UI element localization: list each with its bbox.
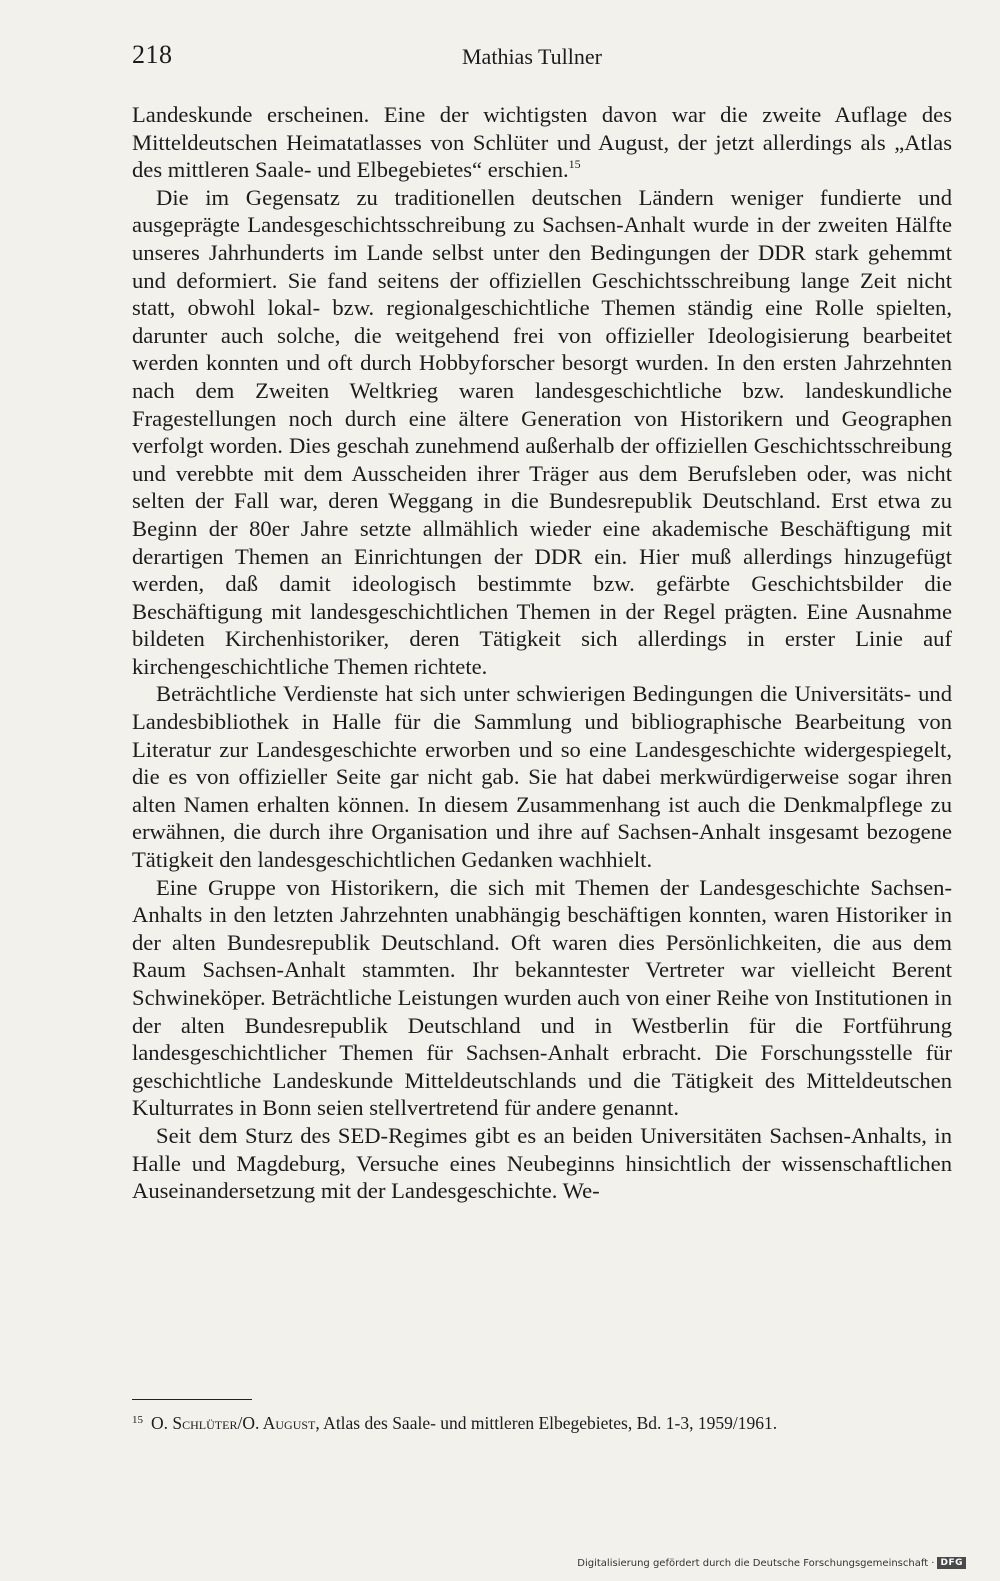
- footnote-reference-15[interactable]: 15: [568, 157, 581, 172]
- footnote-author-separator: /: [237, 1413, 243, 1433]
- footnote-citation: , Atlas des Saale- und mittleren Elbegebietes, Bd. 1-3, 1959/1961.: [315, 1413, 778, 1433]
- digitization-credit: [577, 1557, 966, 1569]
- body-text: [132, 101, 952, 1205]
- digitization-credit-text: Digitalisierung gefördert durch die Deutsche Forschungsgemeinschaft ·: [577, 1557, 935, 1569]
- paragraph-1-text: Landeskunde erscheinen. Eine der wichtigsten davon war die zweite Auflage des Mitteldeutschen Heimatatlasses von Schlüter und August, der jetzt allerdings als „Atlas des mittleren Saale- und Elbegebietes“ erschien.: [132, 102, 952, 183]
- running-title-author: Mathias Tullner: [462, 44, 602, 69]
- page-number: 218: [132, 40, 173, 69]
- running-head: [132, 40, 952, 74]
- dfg-logo-icon: DFG: [937, 1557, 966, 1569]
- paragraph-2: Die im Gegensatz zu traditionellen deutschen Ländern weniger fundierte und ausgeprägte Landesgeschichtsschreibung zu Sachsen-Anhalt wurde in der zweiten Hälfte unseres Jahrhunderts im Lande selbst unter den Bedingungen der DDR stark gehemmt und deformiert. Sie fand seitens der offiziellen Geschichtsschreibung lange Zeit nicht statt, obwohl lokal- bzw. regionalgeschichtliche Themen ständig eine Rolle spielten, darunter auch solche, die weitgehend frei von offizieller Ideologisierung bearbeitet werden konnten und oft durch Hobbyforscher besorgt wurden. In den ersten Jahrzehnten nach dem Zweiten Weltkrieg waren landesgeschichtliche bzw. landeskundliche Fragestellungen noch durch eine ältere Generation von Historikern und Geographen verfolgt worden. Dies geschah zunehmend außerhalb der offiziellen Geschichtsschreibung und verebbte mit dem Ausscheiden ihrer Träger aus dem Berufsleben oder, was nicht selten der Fall war, deren Weggang in die Bundesrepublik Deutschland. Erst etwa zu Beginn der 80er Jahre setzte allmählich wieder eine akademische Beschäftigung mit derartigen Themen an Einrichtungen der DDR ein. Hier muß allerdings hinzugefügt werden, daß damit ideologisch bestimmte bzw. gefärbte Geschichtsbilder die Beschäftigung mit landesgeschichtlichen Themen in der Regel prägten. Eine Ausnahme bildeten Kirchenhistoriker, deren Tätigkeit sich allerdings in erster Linie auf kirchengeschichtliche Themen richtete.: [132, 184, 952, 679]
- paragraph-1: [132, 101, 952, 184]
- paragraph-3: Beträchtliche Verdienste hat sich unter schwierigen Bedingungen die Universitäts- und Landesbibliothek in Halle für die Sammlung und bibliographische Bearbeitung von Literatur zur Landesgeschichte erworben und so eine Landesgeschichte widergespiegelt, die es von offizieller Seite gar nicht gab. Sie hat dabei merkwürdigerweise sogar ihren alten Namen erhalten können. In diesem Zusammenhang ist auch die Denkmalpflege zu erwähnen, die durch ihre Organisation und ihre auf Sachsen-Anhalt insgesamt bezogene Tätigkeit den landesgeschichtlichen Gedanken wachhielt.: [132, 681, 952, 873]
- footnote-divider: [132, 1399, 252, 1400]
- footnote-author-1: O. Schlüter: [151, 1413, 238, 1433]
- paragraph-4: Eine Gruppe von Historikern, die sich mit Themen der Landesgeschichte Sachsen-Anhalts in den letzten Jahrzehnten unabhängig beschäftigen konnten, waren Historiker in der alten Bundesrepublik Deutschland. Oft waren dies Persönlichkeiten, die aus dem Raum Sachsen-Anhalt stammten. Ihr bekanntester Vertreter war vielleicht Berent Schwineköper. Beträchtliche Leistungen wurden auch von einer Reihe von Institutionen in der alten Bundesrepublik Deutschland und in Westberlin für die Fortführung landesgeschichtlicher Themen für Sachsen-Anhalt erbracht. Die Forschungsstelle für geschichtliche Landeskunde Mitteldeutschlands und die Tätigkeit des Mitteldeutschen Kulturrates in Bonn seien stellvertretend für andere genannt.: [132, 874, 952, 1121]
- footnote-15: [132, 1409, 952, 1434]
- footnote-author-2: O. August: [242, 1413, 316, 1433]
- paragraph-5: Seit dem Sturz des SED-Regimes gibt es an beiden Universitäten Sachsen-Anhalts, in Halle und Magdeburg, Versuche eines Neubeginns hinsichtlich der wissenschaftlichen Auseinandersetzung mit der Landesgeschichte. We-: [132, 1122, 952, 1204]
- footnote-marker: 15: [132, 1414, 143, 1426]
